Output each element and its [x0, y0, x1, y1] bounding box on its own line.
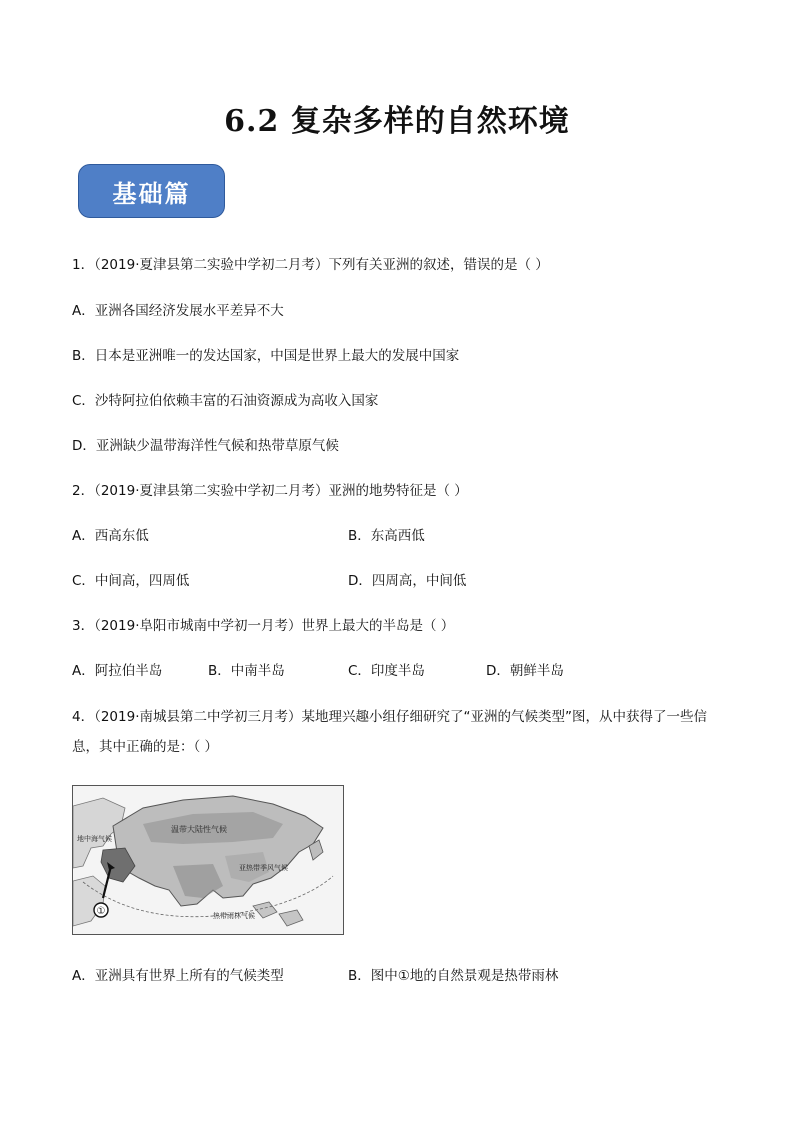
question-4-stem-line-1: 4．（2019·南城县第二中学初三月考）某地理兴趣小组仔细研究了“亚洲的气候类型”图，从中获得了一些信	[72, 709, 707, 725]
question-1-option-a: A．亚洲各国经济发展水平差异不大	[72, 303, 284, 319]
map-label-mediterranean: 地中海气候	[77, 835, 112, 843]
asia-climate-map	[72, 785, 344, 935]
question-4-stem-line-2: 息，其中正确的是：（ ）	[72, 739, 219, 755]
question-2-option-c: C．中间高，四周低	[72, 573, 190, 589]
question-3-option-b: B．中南半岛	[208, 663, 285, 679]
page-title: 6.2 复杂多样的自然环境	[224, 104, 570, 139]
question-3-stem: 3．（2019·阜阳市城南中学初一月考）世界上最大的半岛是（ ）	[72, 618, 455, 634]
question-1-option-b: B．日本是亚洲唯一的发达国家，中国是世界上最大的发展中国家	[72, 348, 460, 364]
question-1-stem: 1．（2019·夏津县第二实验中学初二月考）下列有关亚洲的叙述，错误的是（ ）	[72, 257, 549, 273]
question-2-option-b: B．东高西低	[348, 528, 425, 544]
map-label-subtropical-monsoon: 亚热带季风气候	[239, 864, 288, 872]
question-2-stem: 2．（2019·夏津县第二实验中学初二月考）亚洲的地势特征是（ ）	[72, 483, 468, 499]
section-badge: 基础篇	[78, 164, 225, 218]
question-2-option-a: A．西高东低	[72, 528, 149, 544]
map-marker: ①	[96, 906, 106, 917]
question-3-option-a: A．阿拉伯半岛	[72, 663, 163, 679]
question-4-option-a: A．亚洲具有世界上所有的气候类型	[72, 968, 284, 984]
question-1-option-d: D．亚洲缺少温带海洋性气候和热带草原气候	[72, 438, 339, 454]
question-4-option-b: B．图中①地的自然景观是热带雨林	[348, 968, 559, 984]
map-label-tropical-rainforest: 热带雨林气候	[213, 912, 255, 920]
map-label-temperate-continental: 温带大陆性气候	[171, 825, 227, 834]
question-3-option-c: C．印度半岛	[348, 663, 425, 679]
question-3-option-d: D．朝鲜半岛	[486, 663, 564, 679]
question-1-option-c: C．沙特阿拉伯依赖丰富的石油资源成为高收入国家	[72, 393, 379, 409]
question-2-option-d: D．四周高，中间低	[348, 573, 467, 589]
asia-climate-map-drawing	[73, 786, 343, 934]
